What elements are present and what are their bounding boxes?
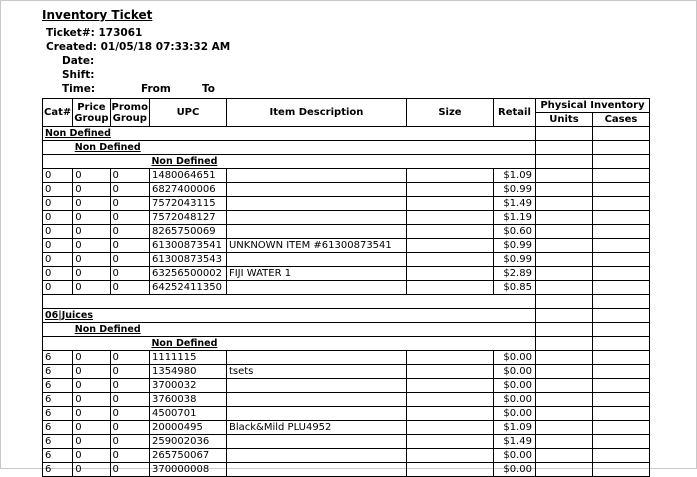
price-group-cell: 0 xyxy=(73,449,110,463)
cases-cell xyxy=(592,379,649,393)
units-cell xyxy=(535,393,592,407)
header-promo-group-line2: Group xyxy=(112,112,147,124)
header-price-group-line2: Group xyxy=(74,112,109,124)
cases-cell xyxy=(592,281,649,295)
size-cell xyxy=(406,435,493,449)
cases-cell xyxy=(592,435,649,449)
table-row xyxy=(43,211,650,225)
cases-cell xyxy=(592,393,649,407)
units-cell xyxy=(535,407,592,421)
description-cell xyxy=(226,281,406,295)
upc-cell: 3760038 xyxy=(149,393,226,407)
price-group-cell: 0 xyxy=(73,197,110,211)
category-group-row xyxy=(43,127,650,141)
table-row xyxy=(43,379,650,393)
upc-cell: 3700032 xyxy=(149,379,226,393)
units-cell xyxy=(535,239,592,253)
size-cell xyxy=(406,225,493,239)
cases-cell xyxy=(592,225,649,239)
cases-cell xyxy=(592,365,649,379)
promo-group-cell: 0 xyxy=(110,435,149,449)
created-timestamp: Created: 01/05/18 07:33:32 AM xyxy=(46,41,231,53)
header-price-group xyxy=(73,99,110,127)
empty-cell xyxy=(535,155,592,169)
units-cell xyxy=(535,211,592,225)
price-group-cell: 0 xyxy=(73,407,110,421)
promo-group-cell: 0 xyxy=(110,211,149,225)
table-row xyxy=(43,197,650,211)
upc-cell: 265750067 xyxy=(149,449,226,463)
upc-cell: 64252411350 xyxy=(149,281,226,295)
table-row xyxy=(43,169,650,183)
cases-cell xyxy=(592,421,649,435)
promo-group-cell: 0 xyxy=(110,421,149,435)
cases-cell xyxy=(592,239,649,253)
shift-label: Shift: xyxy=(62,69,95,81)
description-cell xyxy=(226,211,406,225)
description-cell xyxy=(226,435,406,449)
cases-cell xyxy=(592,211,649,225)
empty-cell xyxy=(592,155,649,169)
table-row xyxy=(43,421,650,435)
retail-cell: $0.00 xyxy=(493,463,535,477)
empty-cell xyxy=(535,309,592,323)
description-cell xyxy=(226,449,406,463)
table-row xyxy=(43,239,650,253)
spacer-cell xyxy=(535,295,592,309)
price-group-cell: 0 xyxy=(73,351,110,365)
promo-group-cell: 0 xyxy=(110,239,149,253)
promo-group-label: Non Defined xyxy=(149,337,535,351)
upc-cell: 7572043115 xyxy=(149,197,226,211)
size-cell xyxy=(406,449,493,463)
units-cell xyxy=(535,183,592,197)
cat-cell: 0 xyxy=(43,239,73,253)
size-cell xyxy=(406,281,493,295)
cat-cell: 0 xyxy=(43,225,73,239)
empty-cell xyxy=(535,337,592,351)
cases-cell xyxy=(592,253,649,267)
size-cell xyxy=(406,253,493,267)
promo-group-cell: 0 xyxy=(110,449,149,463)
table-row xyxy=(43,393,650,407)
description-cell xyxy=(226,225,406,239)
upc-cell: 1480064651 xyxy=(149,169,226,183)
upc-cell: 6827400006 xyxy=(149,183,226,197)
units-cell xyxy=(535,365,592,379)
indent-cell xyxy=(43,141,73,155)
retail-cell: $1.09 xyxy=(493,169,535,183)
cat-cell: 6 xyxy=(43,407,73,421)
category-group-row xyxy=(43,309,650,323)
cat-cell: 0 xyxy=(43,211,73,225)
price-group-cell: 0 xyxy=(73,463,110,477)
cases-cell xyxy=(592,267,649,281)
price-group-cell: 0 xyxy=(73,183,110,197)
price-group-cell: 0 xyxy=(73,225,110,239)
retail-cell: $0.99 xyxy=(493,253,535,267)
price-group-cell: 0 xyxy=(73,169,110,183)
size-cell xyxy=(406,351,493,365)
empty-cell xyxy=(592,323,649,337)
from-label: From xyxy=(141,83,171,95)
cases-cell xyxy=(592,197,649,211)
date-label: Date: xyxy=(62,55,95,67)
description-cell: UNKNOWN ITEM #61300873541 xyxy=(226,239,406,253)
price-group-cell: 0 xyxy=(73,435,110,449)
promo-group-cell: 0 xyxy=(110,169,149,183)
price-group-cell: 0 xyxy=(73,253,110,267)
inventory-table xyxy=(42,98,650,477)
description-cell xyxy=(226,169,406,183)
header-promo-group-line1: Promo xyxy=(111,101,148,113)
description-cell: FIJI WATER 1 xyxy=(226,267,406,281)
page-title: Inventory Ticket xyxy=(42,8,153,22)
cat-cell: 6 xyxy=(43,449,73,463)
promo-group-row xyxy=(43,337,650,351)
promo-group-cell: 0 xyxy=(110,183,149,197)
retail-cell: $0.00 xyxy=(493,407,535,421)
cat-cell: 0 xyxy=(43,281,73,295)
upc-cell: 20000495 xyxy=(149,421,226,435)
units-cell xyxy=(535,463,592,477)
size-cell xyxy=(406,365,493,379)
cat-cell: 0 xyxy=(43,253,73,267)
retail-cell: $0.00 xyxy=(493,393,535,407)
empty-cell xyxy=(592,337,649,351)
table-row xyxy=(43,183,650,197)
units-cell xyxy=(535,267,592,281)
category-group-label: 06|Juices xyxy=(43,309,536,323)
table-row xyxy=(43,449,650,463)
retail-cell: $0.85 xyxy=(493,281,535,295)
price-group-row xyxy=(43,323,650,337)
upc-cell: 63256500002 xyxy=(149,267,226,281)
spacer-cell xyxy=(592,295,649,309)
header-cat: Cat# xyxy=(43,99,73,127)
description-cell: tsets xyxy=(226,365,406,379)
indent-cell xyxy=(43,155,150,169)
size-cell xyxy=(406,393,493,407)
header-cases: Cases xyxy=(592,113,649,127)
header-units: Units xyxy=(535,113,592,127)
table-row xyxy=(43,351,650,365)
cases-cell xyxy=(592,407,649,421)
upc-cell: 259002036 xyxy=(149,435,226,449)
inventory-table-body xyxy=(43,127,650,477)
promo-group-cell: 0 xyxy=(110,463,149,477)
cat-cell: 0 xyxy=(43,183,73,197)
header-promo-group xyxy=(110,99,149,127)
cat-cell: 6 xyxy=(43,421,73,435)
empty-cell xyxy=(535,141,592,155)
header-size: Size xyxy=(406,99,493,127)
cat-cell: 6 xyxy=(43,463,73,477)
upc-cell: 8265750069 xyxy=(149,225,226,239)
promo-group-cell: 0 xyxy=(110,393,149,407)
table-row xyxy=(43,463,650,477)
empty-cell xyxy=(592,309,649,323)
size-cell xyxy=(406,421,493,435)
size-cell xyxy=(406,211,493,225)
header-price-group-line1: Price xyxy=(77,101,106,113)
units-cell xyxy=(535,351,592,365)
price-group-cell: 0 xyxy=(73,421,110,435)
retail-cell: $0.99 xyxy=(493,183,535,197)
promo-group-cell: 0 xyxy=(110,365,149,379)
category-group-label: Non Defined xyxy=(43,127,536,141)
upc-cell: 1111115 xyxy=(149,351,226,365)
units-cell xyxy=(535,169,592,183)
cases-cell xyxy=(592,169,649,183)
cat-cell: 0 xyxy=(43,267,73,281)
price-group-cell: 0 xyxy=(73,267,110,281)
description-cell xyxy=(226,407,406,421)
price-group-label: Non Defined xyxy=(73,141,536,155)
size-cell xyxy=(406,267,493,281)
header-physical-inventory: Physical Inventory xyxy=(535,99,649,113)
upc-cell: 1354980 xyxy=(149,365,226,379)
empty-cell xyxy=(535,323,592,337)
upc-cell: 370000008 xyxy=(149,463,226,477)
retail-cell: $0.00 xyxy=(493,449,535,463)
cases-cell xyxy=(592,463,649,477)
cat-cell: 6 xyxy=(43,393,73,407)
units-cell xyxy=(535,379,592,393)
retail-cell: $2.89 xyxy=(493,267,535,281)
table-row xyxy=(43,435,650,449)
description-cell xyxy=(226,463,406,477)
ticket-number: Ticket#: 173061 xyxy=(46,27,143,39)
to-label: To xyxy=(202,83,215,95)
header-upc: UPC xyxy=(149,99,226,127)
units-cell xyxy=(535,435,592,449)
time-label: Time: xyxy=(62,83,96,95)
units-cell xyxy=(535,225,592,239)
table-row xyxy=(43,407,650,421)
group-spacer-row xyxy=(43,295,650,309)
cat-cell: 6 xyxy=(43,379,73,393)
description-cell: Black&Mild PLU4952 xyxy=(226,421,406,435)
price-group-cell: 0 xyxy=(73,281,110,295)
header-item-description: Item Description xyxy=(226,99,406,127)
cases-cell xyxy=(592,183,649,197)
size-cell xyxy=(406,463,493,477)
price-group-cell: 0 xyxy=(73,239,110,253)
size-cell xyxy=(406,239,493,253)
price-group-cell: 0 xyxy=(73,211,110,225)
spacer-cell xyxy=(43,295,536,309)
upc-cell: 4500701 xyxy=(149,407,226,421)
price-group-cell: 0 xyxy=(73,379,110,393)
units-cell xyxy=(535,281,592,295)
cases-cell xyxy=(592,449,649,463)
retail-cell: $0.00 xyxy=(493,351,535,365)
retail-cell: $1.49 xyxy=(493,435,535,449)
promo-group-cell: 0 xyxy=(110,351,149,365)
header-row-top xyxy=(43,99,650,113)
empty-cell xyxy=(592,141,649,155)
description-cell xyxy=(226,183,406,197)
retail-cell: $1.49 xyxy=(493,197,535,211)
cat-cell: 6 xyxy=(43,435,73,449)
cat-cell: 6 xyxy=(43,365,73,379)
size-cell xyxy=(406,379,493,393)
table-row xyxy=(43,281,650,295)
indent-cell xyxy=(43,323,73,337)
description-cell xyxy=(226,253,406,267)
price-group-row xyxy=(43,141,650,155)
promo-group-cell: 0 xyxy=(110,225,149,239)
retail-cell: $0.60 xyxy=(493,225,535,239)
table-row xyxy=(43,225,650,239)
empty-cell xyxy=(592,127,649,141)
cases-cell xyxy=(592,351,649,365)
retail-cell: $0.99 xyxy=(493,239,535,253)
description-cell xyxy=(226,351,406,365)
table-row xyxy=(43,365,650,379)
units-cell xyxy=(535,421,592,435)
description-cell xyxy=(226,379,406,393)
promo-group-cell: 0 xyxy=(110,379,149,393)
description-cell xyxy=(226,393,406,407)
price-group-cell: 0 xyxy=(73,393,110,407)
promo-group-row xyxy=(43,155,650,169)
size-cell xyxy=(406,407,493,421)
units-cell xyxy=(535,449,592,463)
price-group-label: Non Defined xyxy=(73,323,536,337)
retail-cell: $0.00 xyxy=(493,379,535,393)
promo-group-cell: 0 xyxy=(110,281,149,295)
upc-cell: 61300873541 xyxy=(149,239,226,253)
cat-cell: 0 xyxy=(43,197,73,211)
header-retail: Retail xyxy=(493,99,535,127)
table-row xyxy=(43,267,650,281)
size-cell xyxy=(406,169,493,183)
price-group-cell: 0 xyxy=(73,365,110,379)
units-cell xyxy=(535,253,592,267)
promo-group-cell: 0 xyxy=(110,197,149,211)
promo-group-cell: 0 xyxy=(110,407,149,421)
table-row xyxy=(43,253,650,267)
retail-cell: $1.09 xyxy=(493,421,535,435)
description-cell xyxy=(226,197,406,211)
promo-group-label: Non Defined xyxy=(149,155,535,169)
cat-cell: 0 xyxy=(43,169,73,183)
empty-cell xyxy=(535,127,592,141)
cat-cell: 6 xyxy=(43,351,73,365)
units-cell xyxy=(535,197,592,211)
upc-cell: 7572048127 xyxy=(149,211,226,225)
upc-cell: 61300873543 xyxy=(149,253,226,267)
retail-cell: $0.00 xyxy=(493,365,535,379)
promo-group-cell: 0 xyxy=(110,253,149,267)
promo-group-cell: 0 xyxy=(110,267,149,281)
retail-cell: $1.19 xyxy=(493,211,535,225)
size-cell xyxy=(406,197,493,211)
size-cell xyxy=(406,183,493,197)
indent-cell xyxy=(43,337,150,351)
